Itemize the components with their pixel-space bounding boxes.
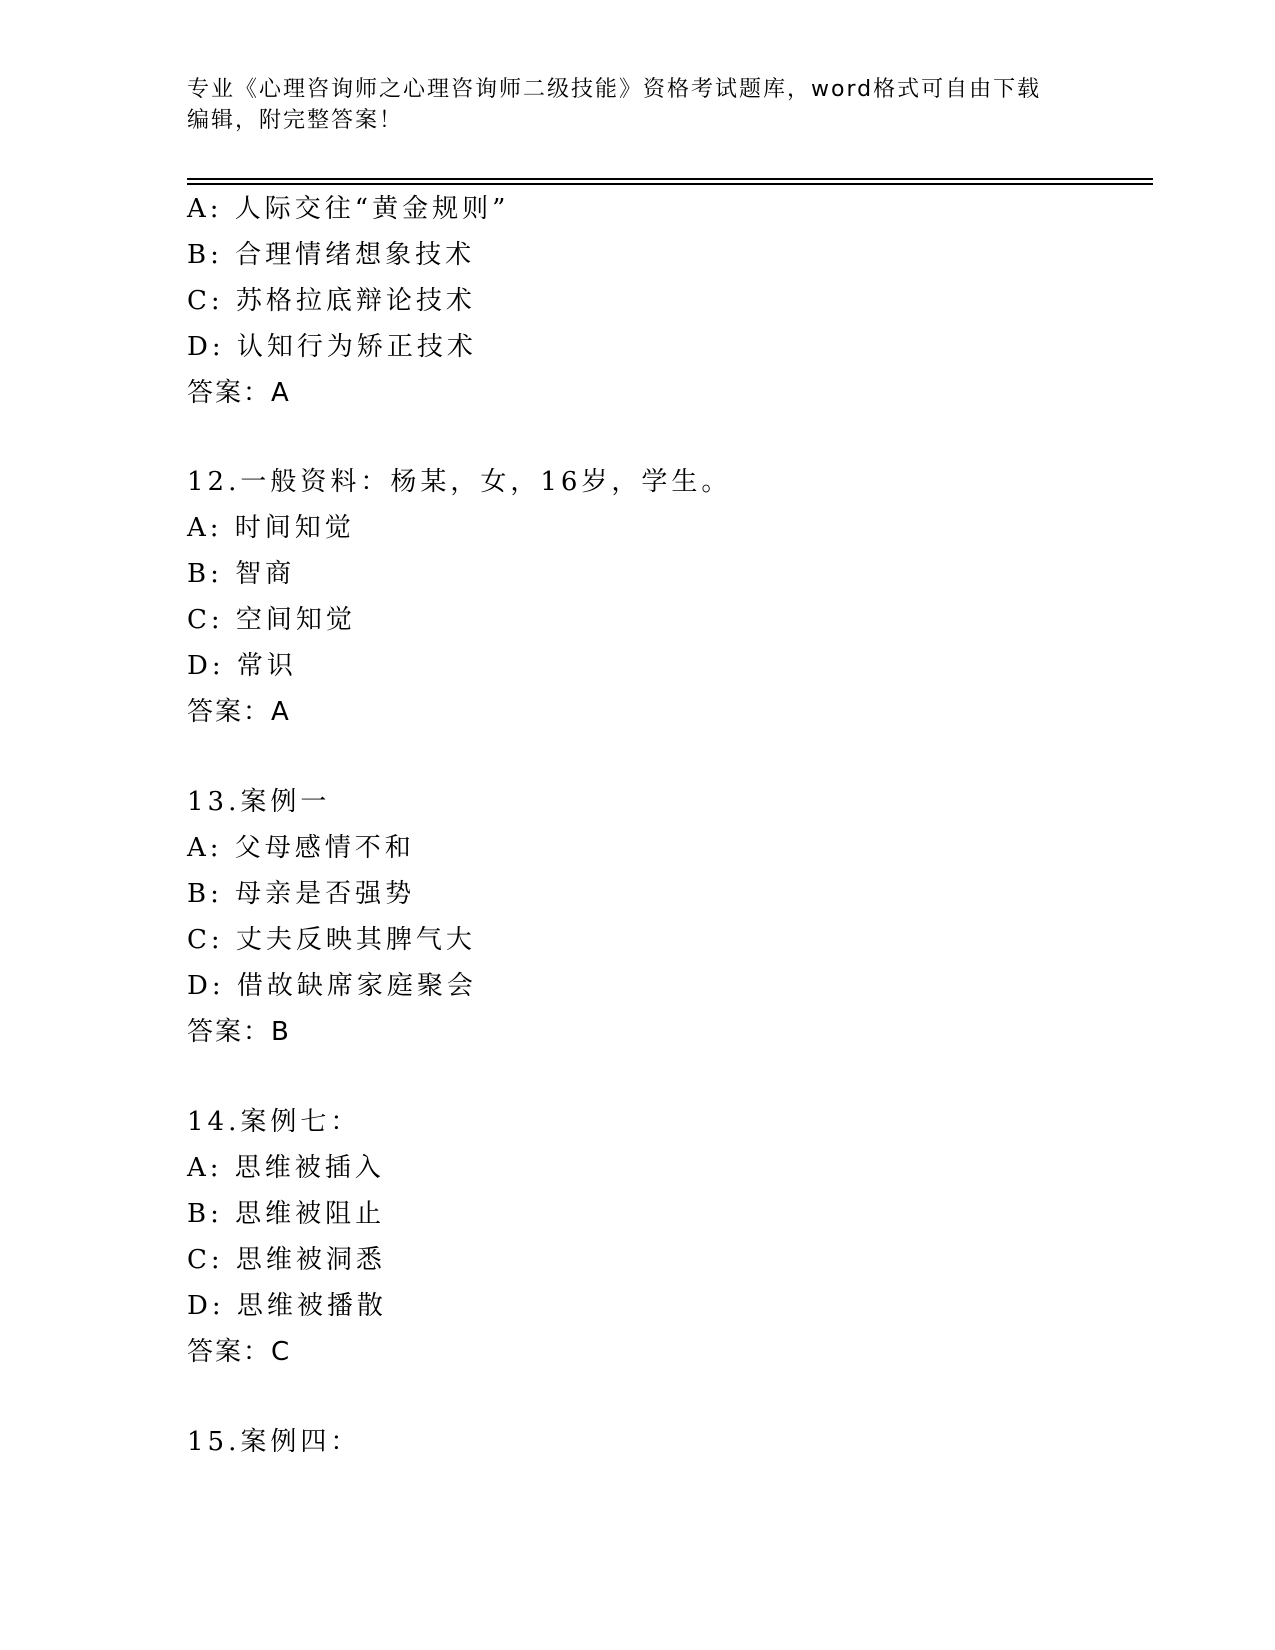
- option-b: B: 合理情绪想象技术: [187, 240, 476, 270]
- answer-line: 答案：A: [187, 697, 291, 727]
- option-c: C: 苏格拉底辩论技术: [187, 286, 476, 316]
- question-title: 14.案例七：: [187, 1107, 361, 1137]
- answer-line: 答案：B: [187, 1017, 291, 1047]
- option-a: A: 时间知觉: [187, 513, 355, 543]
- header-divider-top: [187, 178, 1153, 180]
- question-block-15: [187, 1419, 1087, 1465]
- question-title: 12.一般资料：杨某，女，16岁，学生。: [187, 467, 732, 497]
- option-a: A: 父母感情不和: [187, 833, 415, 863]
- option-b: B: 母亲是否强势: [187, 879, 416, 909]
- question-title: 13.案例一: [187, 787, 331, 817]
- option-c: C: 思维被洞悉: [187, 1245, 386, 1275]
- option-b: B: 思维被阻止: [187, 1199, 386, 1229]
- option-a: A: 思维被插入: [187, 1153, 385, 1183]
- answer-line: 答案：C: [187, 1337, 292, 1367]
- header-line-1: 专业《心理咨询师之心理咨询师二级技能》资格考试题库，word格式可自由下载: [187, 77, 1042, 102]
- document-header: [187, 74, 1077, 136]
- question-title: 15.案例四：: [187, 1427, 361, 1457]
- option-c: C: 丈夫反映其脾气大: [187, 925, 476, 955]
- option-a: A: 人际交往“黄金规则”: [187, 194, 510, 224]
- question-block-14: [187, 1099, 1087, 1375]
- header-divider-bottom: [187, 183, 1153, 185]
- question-block-11: [187, 186, 1087, 416]
- question-block-12: [187, 459, 1087, 735]
- option-d: D: 思维被播散: [187, 1291, 387, 1321]
- option-d: D: 认知行为矫正技术: [187, 332, 477, 362]
- header-line-2: 编辑，附完整答案！: [187, 108, 404, 133]
- option-b: B: 智商: [187, 559, 296, 589]
- option-c: C: 空间知觉: [187, 605, 356, 635]
- option-d: D: 常识: [187, 651, 297, 681]
- option-d: D: 借故缺席家庭聚会: [187, 971, 477, 1001]
- answer-line: 答案：A: [187, 378, 291, 408]
- question-block-13: [187, 779, 1087, 1055]
